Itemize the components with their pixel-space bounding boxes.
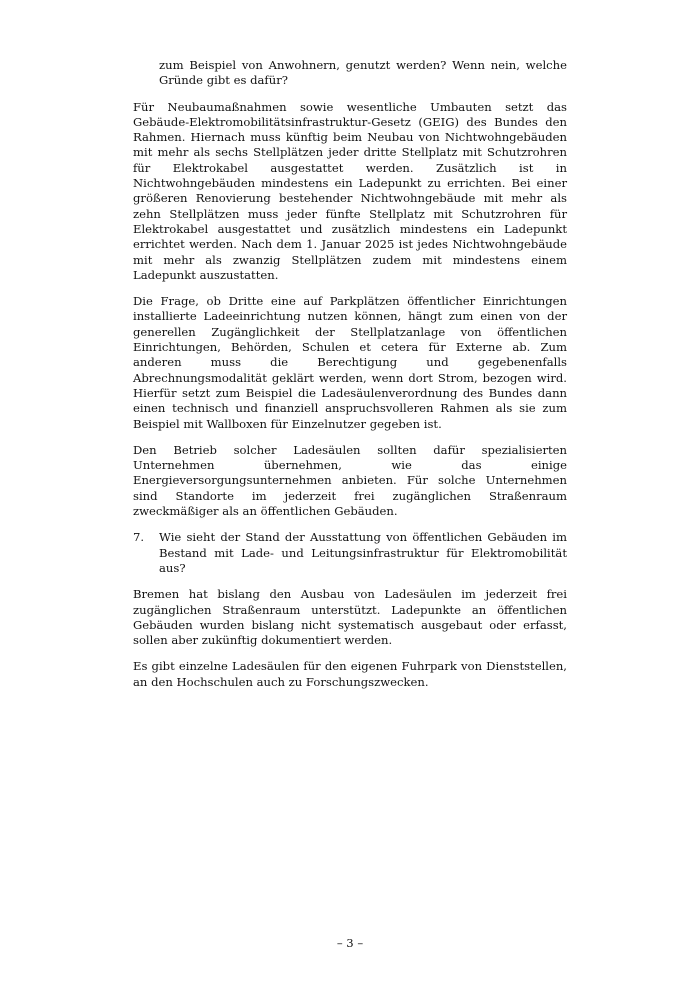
question-7-text: Wie sieht der Stand der Ausstattung von öffentlichen Gebäuden im Bestand mit Lade- und Leitungsinfrastruktur für Elektromobilität aus? — [159, 530, 567, 575]
answer-paragraph-operators: Den Betrieb solcher Ladesäulen sollten dafür spezialisierten Unternehmen übernehmen, wie das einige Energieversorgungsunternehmen anbieten. Für solche Unternehmen sind Standorte im jederzeit frei zugänglichen Straßenraum zweckmäßiger als an öffentlichen Gebäuden. — [133, 442, 567, 519]
answer-paragraph-third-party-use: Die Frage, ob Dritte eine auf Parkplätzen öffentlicher Einrichtungen installierte Ladeeinrichtung nutzen können, hängt zum einen von der generellen Zugänglichkeit der Stellplatzanlage von öffentlichen Einrichtungen, Behörden, Schulen et cetera für Externe ab. Zum anderen muss die Berechtigung und gegebenenfalls Abrechnungsmodalität geklärt werden, wenn dort Strom, bezogen wird. Hierfür setzt zum Beispiel die Ladesäulenverordnung des Bundes dann einen technisch und finanziell anspruchsvolleren Rahmen als sie zum Beispiel mit Wallboxen für Einzelnutzer gegeben ist. — [133, 294, 567, 431]
answer-7-paragraph-2: Es gibt einzelne Ladesäulen für den eigenen Fuhrpark von Dienststellen, an den Hochschulen auch zu Forschungszwecken. — [133, 659, 567, 689]
question-7-number: 7. — [133, 530, 145, 545]
question-continued — [133, 58, 567, 89]
answer-paragraph-geig: Für Neubaumaßnahmen sowie wesentliche Umbauten setzt das Gebäude-Elektromobilitätsinfrastruktur-Gesetz (GEIG) des Bundes den Rahmen. Hiernach muss künftig beim Neubau von Nichtwohngebäuden mit mehr als sechs Stellplätzen jeder dritte Stellplatz mit Schutzrohren für Elektrokabel ausgestattet werden. Zusätzlich ist in Nichtwohngebäuden mindestens ein Ladepunkt zu errichten. Bei einer größeren Renovierung bestehender Nichtwohngebäude mit mehr als zehn Stellplätzen muss jeder fünfte Stellplatz mit Schutzrohren für Elektrokabel ausgestattet und zusätzlich mindestens ein Ladepunkt errichtet werden. Nach dem 1. Januar 2025 ist jedes Nichtwohngebäude mit mehr als zwanzig Stellplätzen zudem mit mindestens einem Ladepunkt auszustatten. — [133, 99, 567, 282]
document-body — [133, 58, 567, 701]
question-continued-text: zum Beispiel von Anwohnern, genutzt werden? Wenn nein, welche Gründe gibt es dafür? — [159, 58, 567, 88]
page-number: – 3 – — [336, 936, 364, 950]
answer-7-paragraph-1: Bremen hat bislang den Ausbau von Ladesäulen im jederzeit frei zugänglichen Straßenraum unterstützt. Ladepunkte an öffentlichen Gebäuden wurden bislang nicht systematisch ausgebaut oder erfasst, sollen aber zukünftig dokumentiert werden. — [133, 587, 567, 648]
question-7 — [133, 530, 567, 576]
